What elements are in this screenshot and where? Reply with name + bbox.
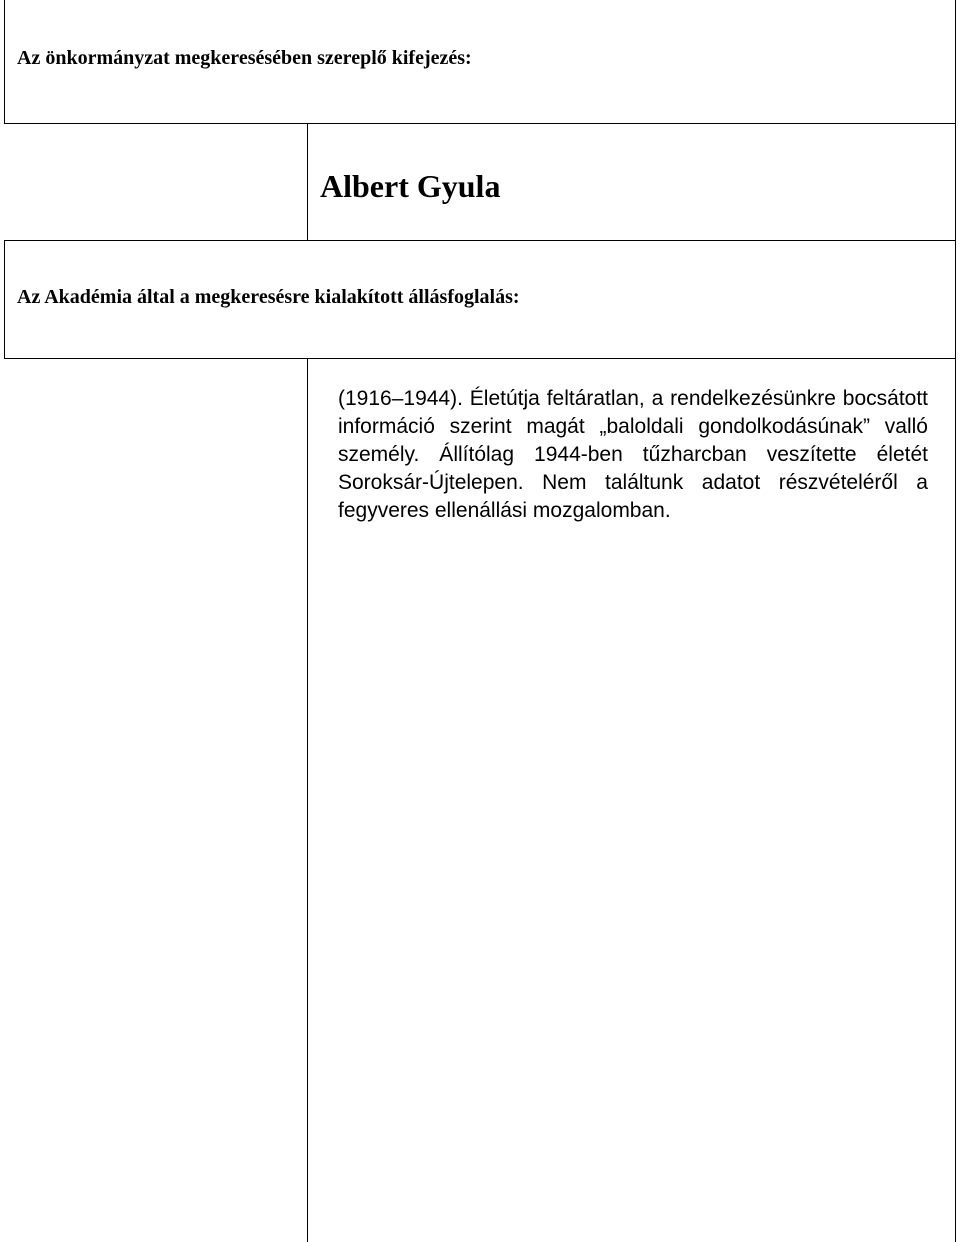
statement-cell — [307, 358, 956, 1242]
person-name-cell — [307, 123, 956, 241]
query-label-cell — [4, 0, 956, 124]
statement-text: (1916–1944). Életútja feltáratlan, a rendelkezésünkre bocsátott információ szerint magát „baloldali gondolkodásúnak” valló személy. Állítólag 1944-ben tűzharcban veszítette életét Soroksár-Újtelepen. Nem találtunk adatot részvételéről a fegyveres ellenállási mozgalomban. — [338, 387, 928, 522]
query-label: Az önkormányzat megkeresésében szereplő kifejezés: — [17, 47, 472, 69]
person-name: Albert Gyula — [320, 168, 501, 204]
academy-label: Az Akadémia által a megkeresésre kialakított állásfoglalás: — [17, 286, 520, 308]
academy-label-cell — [4, 240, 956, 359]
